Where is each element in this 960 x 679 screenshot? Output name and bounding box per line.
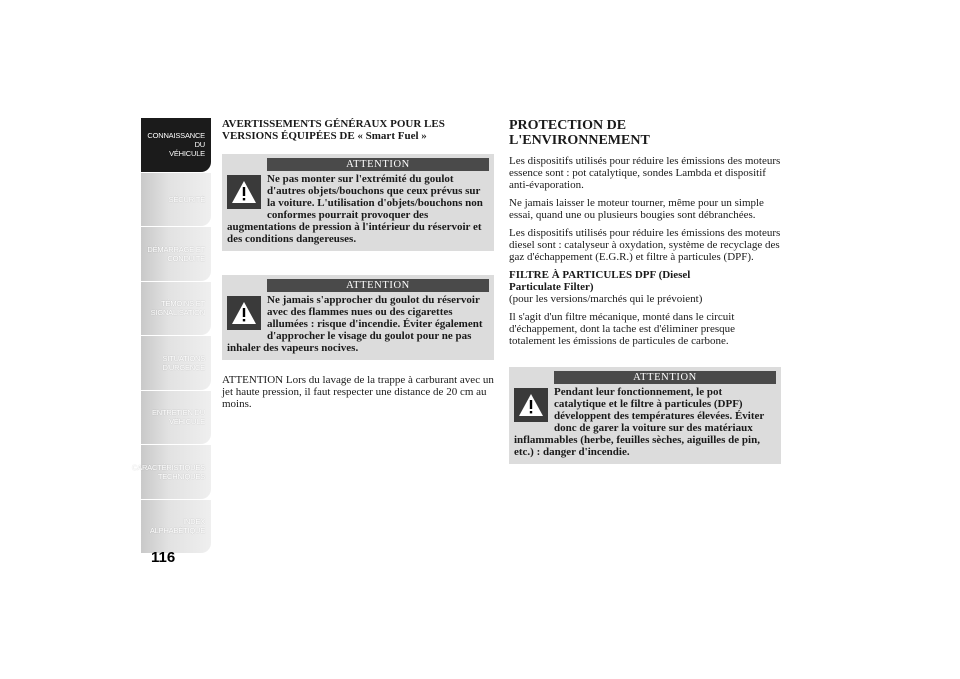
warning-label: ATTENTION	[554, 371, 776, 384]
section-heading: AVERTISSEMENTS GÉNÉRAUX POUR LES VERSIONS ÉQUIPÉES DE « Smart Fuel »	[222, 118, 445, 142]
tab-label: SITUATIONS D'URGENCE	[162, 353, 205, 372]
page-number: 116	[151, 549, 176, 566]
warning-box	[509, 367, 781, 464]
right-column	[509, 118, 781, 478]
warning-triangle-icon	[227, 296, 261, 330]
dpf-heading: FILTRE À PARTICULES DPF (Diesel Particulate Filter)	[509, 269, 691, 293]
warning-box	[222, 154, 494, 251]
tab-label: SÉCURITÉ	[168, 194, 205, 204]
paragraph: Les dispositifs utilisés pour réduire les émissions des moteurs essence sont : pot catalytique, sondes Lambda et dispositif anti-évaporation.	[509, 155, 781, 191]
tab-label: TÉMOINS ET SIGNALISATION	[150, 299, 205, 318]
warning-triangle-icon	[227, 175, 261, 209]
warning-box	[222, 275, 494, 360]
sidebar-tabs	[131, 118, 211, 554]
warning-text: Ne pas monter sur l'extrémité du goulot d'autres objets/bouchons que ceux prévus sur la voiture. L'utilisation d'objets/bouchons non conformes pourrait provoquer des augmentations de pression à l'intérieur du réservoir et des conditions dangereuses.	[227, 173, 483, 245]
tab-caracteristiques-techniques[interactable]	[131, 445, 211, 499]
warning-text: Ne jamais s'approcher du goulot du réservoir avec des flammes nues ou des cigarettes allumées : risque d'incendie. Éviter également d'approcher le visage du goulot pour ne pas inhaler des vapeurs nocives.	[227, 294, 483, 354]
paragraph: Il s'agit d'un filtre mécanique, monté dans le circuit d'échappement, dont la tache est d'éliminer presque totalement les émissions de particules de carbone.	[509, 311, 736, 347]
wash-note: ATTENTION Lors du lavage de la trappe à carburant avec un jet haute pression, il faut respecter une distance de 20 cm au moins.	[222, 374, 494, 410]
tab-label: ENTRETIEN DU VÉHICULE	[151, 408, 205, 427]
left-column	[222, 118, 494, 416]
paragraph: Ne jamais laisser le moteur tourner, même pour un simple essai, quand une ou plusieurs bougies sont débranchées.	[509, 197, 764, 221]
page-title: PROTECTION DE L'ENVIRONNEMENT	[509, 118, 650, 148]
warning-text: Pendant leur fonctionnement, le pot catalytique et le filtre à particules (DPF) développent des températures élevées. Éviter donc de garer la voiture sur des matériaux inflammables (herbe, feuilles sèches, aiguilles de pin, etc.) : danger d'incendie.	[514, 386, 765, 458]
warning-label: ATTENTION	[267, 158, 489, 171]
warning-triangle-icon	[514, 388, 548, 422]
tab-securite[interactable]	[141, 173, 211, 227]
tab-index-alphabetique[interactable]	[141, 500, 211, 554]
tab-connaissance-du-vehicule[interactable]	[141, 118, 211, 172]
tab-temoins-et-signalisation[interactable]	[141, 282, 211, 336]
tab-label: INDEX ALPHABÉTIQUE	[149, 517, 205, 536]
paragraph: Les dispositifs utilisés pour réduire les émissions des moteurs diesel sont : catalyseur à oxydation, système de recyclage des gaz d'échappement (E.G.R.) et filtre à particules (DPF).	[509, 227, 781, 263]
tab-label: CONNAISSANCE DU VÉHICULE	[147, 131, 205, 159]
tab-demarrage-et-conduite[interactable]	[141, 227, 211, 281]
tab-label: DÉMARRAGE ET CONDUITE	[147, 244, 205, 263]
tab-label: CARACTÉRISTIQUES TECHNIQUES	[131, 462, 205, 481]
dpf-note: (pour les versions/marchés qui le prévoient)	[509, 293, 703, 305]
tab-entretien-du-vehicule[interactable]	[141, 391, 211, 445]
warning-label: ATTENTION	[267, 279, 489, 292]
tab-situations-d-urgence[interactable]	[141, 336, 211, 390]
